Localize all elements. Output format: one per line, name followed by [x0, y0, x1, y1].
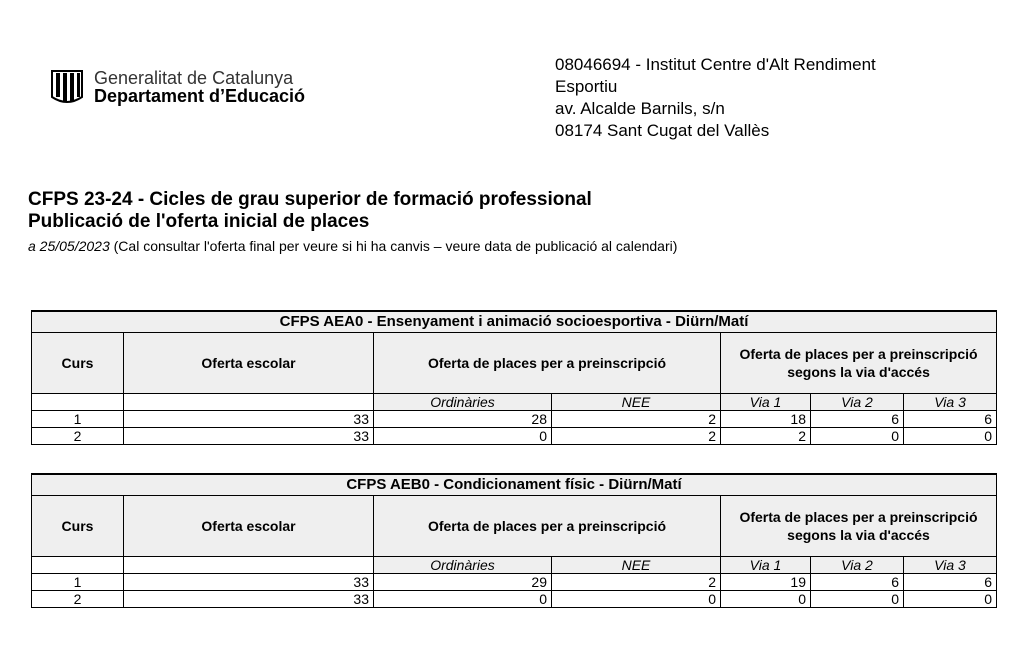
col-oferta-escolar: Oferta escolar: [124, 496, 374, 557]
cell-via1: 18: [721, 411, 811, 428]
col-preinscripcio: Oferta de places per a preinscripció: [374, 496, 721, 557]
col-via3: Via 3: [904, 394, 997, 411]
cell-oferta: 33: [124, 428, 374, 445]
cell-via1: 0: [721, 591, 811, 608]
col-curs: Curs: [32, 333, 124, 394]
cell-via1: 19: [721, 574, 811, 591]
col-via-acces: Oferta de places per a preinscripció segons la via d'accés: [721, 496, 997, 557]
institution-address: [555, 54, 975, 142]
offer-table-aea0: [31, 310, 997, 445]
publication-note: (Cal consultar l'oferta final per veure si hi ha canvis – veure data de publicació al calendari): [109, 238, 678, 254]
cell-via2: 0: [811, 591, 904, 608]
cell-oferta: 33: [124, 574, 374, 591]
department-name: Departament d’Educació: [94, 86, 306, 106]
col-via2: Via 2: [811, 394, 904, 411]
cell-nee: 2: [552, 574, 721, 591]
title-line-2: Publicació de l'oferta inicial de places: [28, 211, 370, 232]
cell-via2: 0: [811, 428, 904, 445]
cell-ordinaries: 29: [374, 574, 552, 591]
cell-ordinaries: 0: [374, 428, 552, 445]
table-row: [32, 428, 997, 445]
col-preinscripcio: Oferta de places per a preinscripció: [374, 333, 721, 394]
cell-oferta: 33: [124, 591, 374, 608]
cell-oferta: 33: [124, 411, 374, 428]
cell-nee: 2: [552, 428, 721, 445]
address-line: 08174 Sant Cugat del Vallès: [555, 121, 770, 140]
col-curs: Curs: [32, 496, 124, 557]
col-ordinaries: Ordinàries: [374, 557, 552, 574]
cell-via3: 6: [904, 411, 997, 428]
col-via3: Via 3: [904, 557, 997, 574]
title-line-1: CFPS 23-24 - Cicles de grau superior de formació professional: [28, 189, 592, 210]
document-title: [28, 189, 592, 233]
cell-via2: 6: [811, 574, 904, 591]
col-ordinaries: Ordinàries: [374, 394, 552, 411]
cell-curs: 2: [32, 591, 124, 608]
col-via2: Via 2: [811, 557, 904, 574]
document-subtitle: [28, 238, 677, 254]
col-via1: Via 1: [721, 557, 811, 574]
table-row: [32, 591, 997, 608]
cell-via3: 6: [904, 574, 997, 591]
address-line: 08046694 - Institut Centre d'Alt Rendiment: [555, 55, 876, 74]
cell-ordinaries: 28: [374, 411, 552, 428]
publication-date: a 25/05/2023: [28, 238, 110, 254]
cell-curs: 1: [32, 574, 124, 591]
table-title: CFPS AEA0 - Ensenyament i animació socioesportiva - Diürn/Matí: [32, 311, 997, 333]
col-nee: NEE: [552, 394, 721, 411]
address-line: av. Alcalde Barnils, s/n: [555, 99, 725, 118]
generalitat-logo-icon: [48, 67, 86, 107]
cell-nee: 0: [552, 591, 721, 608]
cell-via3: 0: [904, 428, 997, 445]
table-row: [32, 411, 997, 428]
col-via1: Via 1: [721, 394, 811, 411]
offer-table-aeb0: [31, 473, 997, 608]
col-via-acces: Oferta de places per a preinscripció segons la via d'accés: [721, 333, 997, 394]
cell-curs: 2: [32, 428, 124, 445]
cell-via3: 0: [904, 591, 997, 608]
table-title: CFPS AEB0 - Condicionament físic - Diürn/Matí: [32, 474, 997, 496]
cell-via1: 2: [721, 428, 811, 445]
header-logo: [48, 67, 305, 107]
cell-nee: 2: [552, 411, 721, 428]
address-line: Esportiu: [555, 77, 618, 96]
col-nee: NEE: [552, 557, 721, 574]
table-row: [32, 574, 997, 591]
cell-curs: 1: [32, 411, 124, 428]
col-oferta-escolar: Oferta escolar: [124, 333, 374, 394]
org-name: Generalitat de Catalunya: [94, 68, 294, 88]
cell-via2: 6: [811, 411, 904, 428]
cell-ordinaries: 0: [374, 591, 552, 608]
